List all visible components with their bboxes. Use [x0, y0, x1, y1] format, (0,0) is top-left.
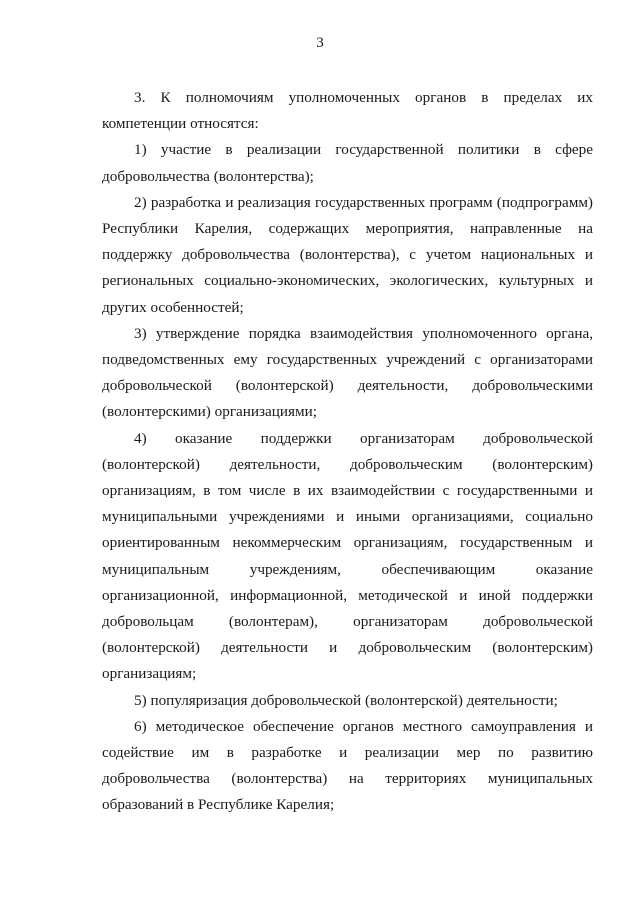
list-item-4: 4) оказание поддержки организаторам добровольческой (волонтерской) деятельности, добровольческим (волонтерским) организациям, в том числе в их взаимодействии с государственными и муниципальными учреждениями и иными организациями, социально ориентированным некоммерческим организациям, государственным и муниципальным учреждениям, обеспечивающим оказание организационной, информационной, методической и иной поддержки добровольцам (волонтерам), организаторам добровольческой (волонтерской) деятельности и добровольческим (волонтерским) организациям;: [102, 429, 593, 683]
list-item-3: 3) утверждение порядка взаимодействия уполномоченного органа, подведомственных ему государственных учреждений с организаторами добровольческой (волонтерской) деятельности, добровольческими (волонтерскими) организациями;: [102, 324, 593, 421]
list-item-2: 2) разработка и реализация государственных программ (подпрограмм) Республики Карелия, содержащих мероприятия, направленные на поддержку добровольчества (волонтерства), с учетом национальных и региональных социально-экономических, экологических, культурных и других особенностей;: [102, 193, 593, 316]
page-number: 3: [316, 35, 324, 51]
list-item-1: 1) участие в реализации государственной политики в сфере добровольчества (волонтерства);: [102, 141, 593, 185]
list-item-6: 6) методическое обеспечение органов местного самоуправления и содействие им в разработке и реализации мер по развитию добровольчества (волонтерства) на территориях муниципальных образований в Республике Карелия;: [102, 717, 593, 814]
document-body: [102, 85, 593, 819]
paragraph-item-3: 3. К полномочиям уполномоченных органов в пределах их компетенции относятся:: [102, 89, 593, 133]
list-item-5: 5) популяризация добровольческой (волонтерской) деятельности;: [134, 691, 558, 709]
